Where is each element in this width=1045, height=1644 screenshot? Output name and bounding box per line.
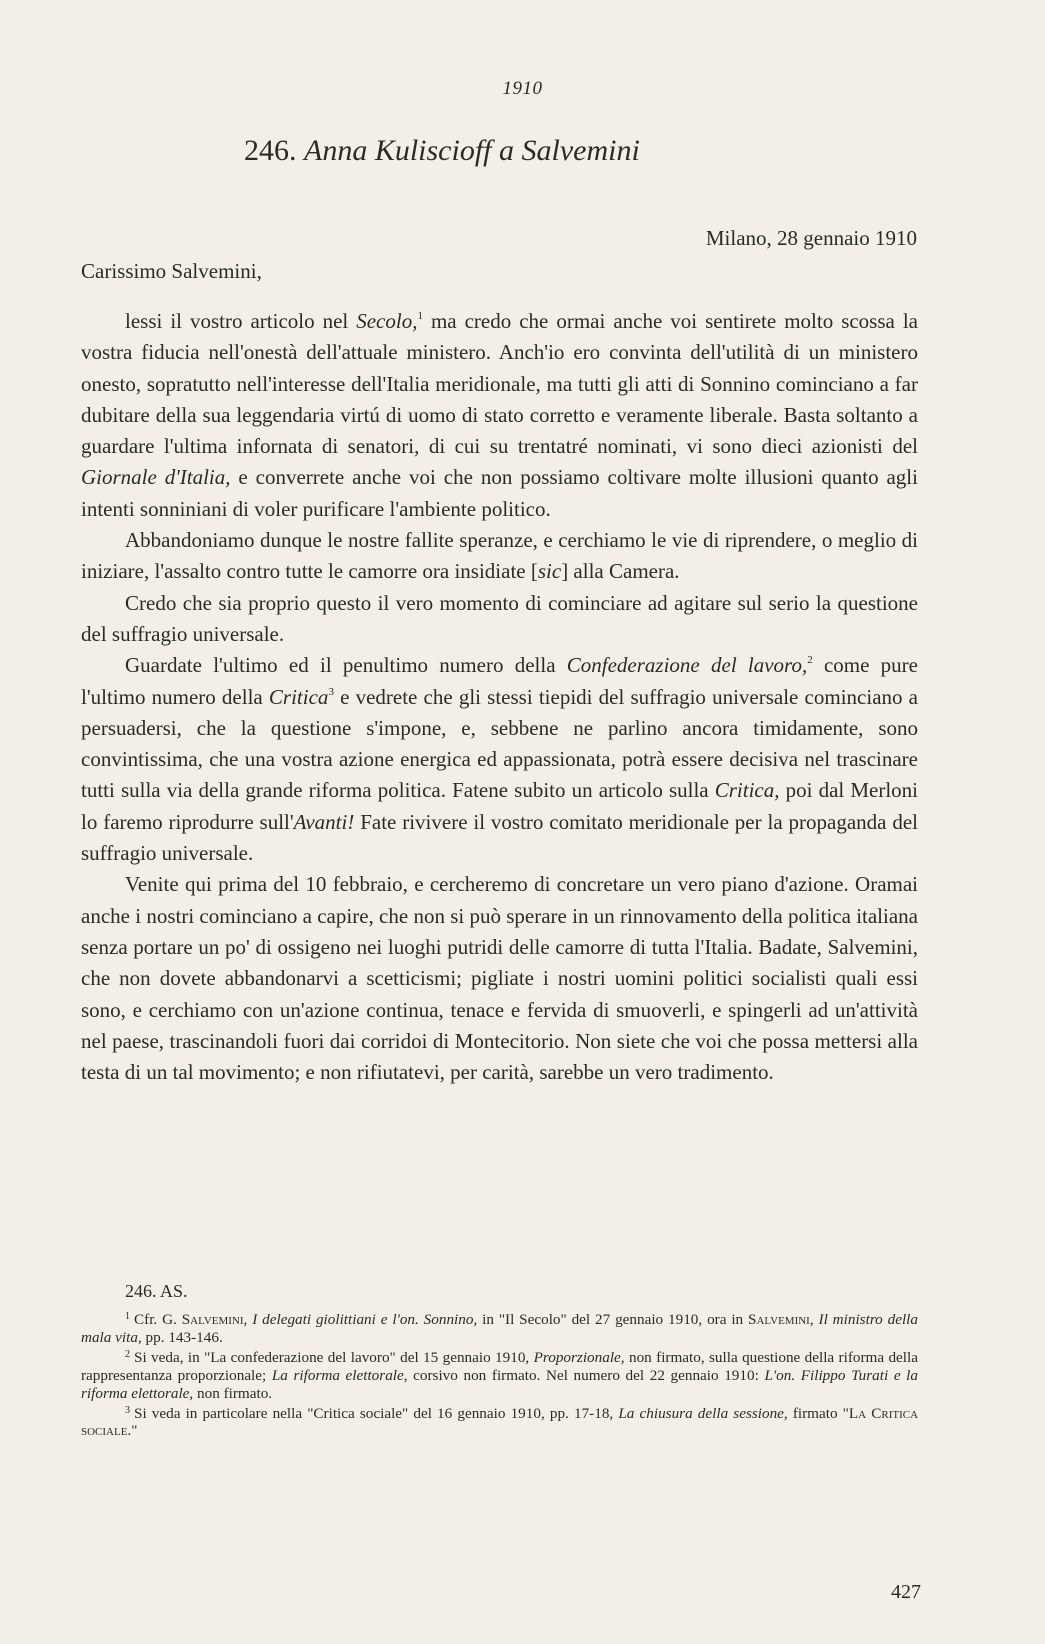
letter-title bbox=[244, 134, 640, 168]
text-run: non firmato. bbox=[193, 1384, 273, 1402]
text-run: Abbandoniamo dunque le nostre fallite speranze, e cerchiamo le vie di riprendere, o meglio di iniziare, l'assalto contro tutte le camorre ora insidiate [ bbox=[81, 528, 918, 584]
italic-title: Avanti! bbox=[293, 809, 355, 834]
letter-date: Milano, 28 gennaio 1910 bbox=[705, 226, 917, 250]
italic-title: Il ministro della mala vita, bbox=[81, 1311, 918, 1346]
footnote-number: 1 bbox=[125, 1311, 130, 1322]
footnote-number: 3 bbox=[125, 1404, 130, 1416]
footnotes bbox=[81, 1311, 918, 1442]
text-run: " bbox=[131, 1422, 138, 1440]
italic-title: Confederazione del lavoro, bbox=[566, 653, 808, 678]
text-run: e converrete anche voi che non possiamo coltivare molte illusioni quanto agli intenti sonniniani di voler purificare l'ambiente politico. bbox=[81, 465, 918, 521]
page-number: 427 bbox=[891, 1581, 921, 1603]
italic-title: Proporzionale, bbox=[533, 1348, 625, 1366]
text-run: Fate rivivere il vostro comitato meridionale per la propaganda del suffragio universale. bbox=[81, 809, 918, 866]
paragraph-4 bbox=[81, 650, 918, 869]
text-run: Si veda, in "La confederazione del lavoro" del 15 gennaio 1910, bbox=[134, 1348, 534, 1366]
text-run: lessi il vostro articolo nel bbox=[125, 309, 357, 333]
italic-title: Secolo, bbox=[356, 309, 418, 333]
paragraph-1 bbox=[81, 306, 918, 525]
salutation: Carissimo Salvemini, bbox=[81, 259, 262, 283]
footnote-1 bbox=[81, 1311, 918, 1347]
text-run: Guardate l'ultimo ed il penultimo numero della bbox=[125, 653, 567, 678]
text-run: e vedrete che gli stessi tiepidi del suffragio universale cominciano a persuadersi, che la questione s'impone, e, sebbene ne parlino ancora timidamente, sono convintissima, che una vostra azione energica ed appassionata, potrà essere decisiva nel trascinare tutti sulla via della grande riforma politica. Fatene subito un articolo sulla bbox=[81, 684, 918, 803]
author-name: La Critica sociale. bbox=[81, 1404, 919, 1440]
text-run: poi dal Merloni lo faremo riprodurre sull' bbox=[81, 778, 918, 834]
footnote-2 bbox=[81, 1349, 918, 1403]
text-run: non firmato, sulla questione della riforma della rappresentanza proporzionale; bbox=[81, 1348, 918, 1384]
italic-title: Critica, bbox=[714, 778, 780, 803]
text-run: firmato " bbox=[787, 1404, 849, 1422]
text-run: ma credo che ormai anche voi sentirete molto scossa la vostra fiducia nell'onestà dell'attuale ministero. Anch'io ero convinta dell'utilità di un ministero onesto, sopratutto nell'interesse dell'Italia meridionale, ma tutti gli atti di Sonnino cominciano a far dubitare della sua leggendaria virtú di uomo di stato corretto e veramente liberale. Basta soltanto a guardare l'ultima infornata di senatori, di cui su trentatré nominati, vi sono dieci azionisti del bbox=[81, 309, 918, 459]
letter-body bbox=[81, 306, 918, 1088]
paragraph-2 bbox=[81, 525, 918, 588]
text-run: Cfr. G. bbox=[134, 1311, 182, 1328]
footnote-ref: 1 bbox=[417, 310, 423, 322]
running-head: 1910 bbox=[502, 78, 543, 99]
text-run: come pure l'ultimo numero della bbox=[81, 653, 918, 709]
footnote-number: 2 bbox=[125, 1348, 130, 1360]
footnote-ref: 3 bbox=[328, 685, 334, 698]
italic-title: L'on. Filippo Turati e la riforma elettorale, bbox=[81, 1366, 918, 1402]
text-run: corsivo non firmato. Nel numero del 22 gennaio 1910: bbox=[407, 1366, 765, 1384]
text-run: in "Il Secolo" del 27 gennaio 1910, ora in bbox=[477, 1311, 749, 1328]
italic-title: La riforma elettorale, bbox=[271, 1366, 408, 1384]
source-note: 246. AS. bbox=[125, 1281, 188, 1301]
footnote-3 bbox=[81, 1405, 918, 1441]
paragraph-5: Venite qui prima del 10 febbraio, e cercheremo di concretare un vero piano d'azione. Oramai anche i nostri cominciano a capire, che non si può sperare in un rinnovamento della politica italiana senza portare un po' di ossigeno nei luoghi putridi delle camorre di tutta l'Italia. Badate, Salvemini, che non dovete abbandonarvi a scetticismi; pigliate i nostri uomini politici socialisti quali essi sono, e cerchiamo con un'azione continua, tenace e fervida di smuoverli, e spingerli ad un'attività nel paese, trascinandoli fuori dai corridoi di Montecitorio. Non siete che voi che possa mettersi alla testa di un tal movimento; e non rifiutatevi, per carità, sarebbe un vero tradimento. bbox=[81, 872, 918, 1085]
letter-number: 246. bbox=[244, 134, 297, 167]
italic-title: Giornale d'Italia, bbox=[81, 465, 231, 490]
letter-title-text: Anna Kuliscioff a Salvemini bbox=[304, 134, 640, 167]
italic-title: Critica bbox=[268, 684, 329, 709]
paragraph-3: Credo che sia proprio questo il vero momento di cominciare ad agitare sul serio la questione del suffragio universale. bbox=[81, 590, 918, 646]
author-name: Salvemini, bbox=[181, 1311, 248, 1328]
author-name: Salvemini, bbox=[748, 1311, 814, 1328]
text-run: Si veda in particolare nella "Critica sociale" del 16 gennaio 1910, pp. 17-18, bbox=[134, 1404, 619, 1422]
footnote-ref: 2 bbox=[807, 654, 813, 667]
italic-sic: sic bbox=[537, 559, 562, 584]
italic-title: La chiusura della sessione, bbox=[618, 1404, 788, 1422]
text-run: pp. 143-146. bbox=[141, 1328, 223, 1346]
italic-title: I delegati giolittiani e l'on. Sonnino, bbox=[252, 1311, 478, 1328]
text-run: ] alla Camera. bbox=[561, 559, 680, 584]
